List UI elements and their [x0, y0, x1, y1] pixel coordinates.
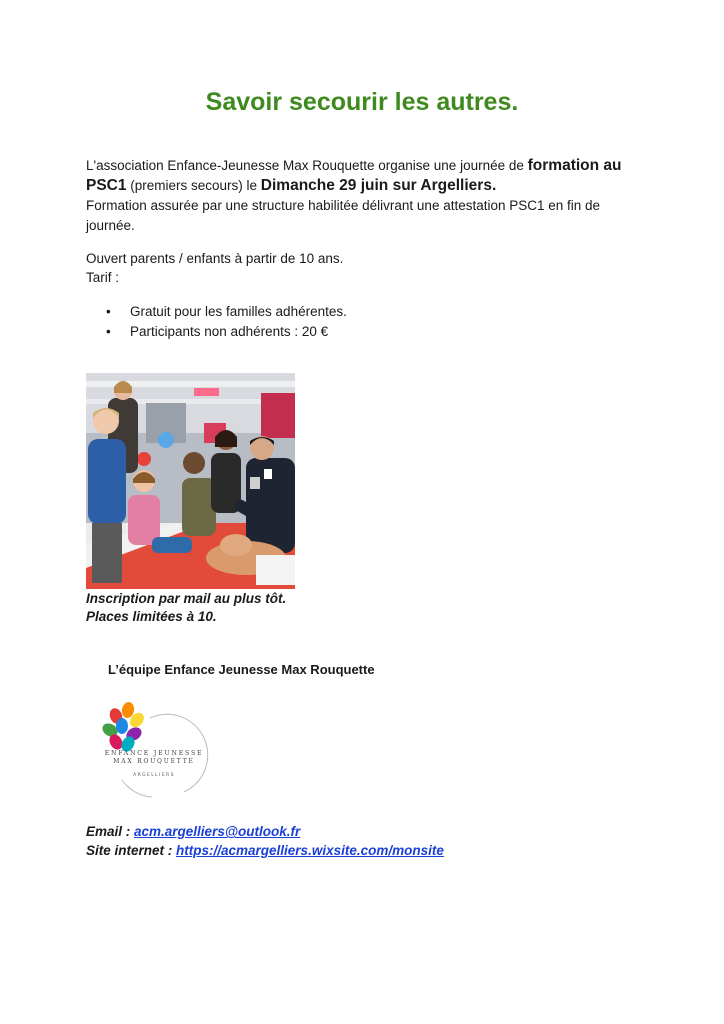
logo-graphic — [92, 700, 217, 800]
tarif-item-text: Participants non adhérents : 20 € — [130, 324, 329, 339]
bullet-icon: • — [106, 304, 111, 319]
page-title: Savoir secourir les autres. — [205, 88, 519, 116]
tarif-label: Tarif : — [86, 270, 120, 285]
list-item — [106, 302, 347, 322]
intro-text-3: Formation assurée par une structure habilitée délivrant une attestation PSC1 en fin de journée. — [86, 198, 601, 233]
tarif-item-text: Gratuit pour les familles adhérentes. — [130, 304, 347, 319]
first-aid-training-photo — [86, 373, 295, 589]
inscription-line-1: Inscription par mail au plus tôt. — [86, 591, 287, 606]
intro-text-2: (premiers secours) le — [126, 178, 261, 193]
intro-paragraph — [86, 156, 646, 236]
tarif-list — [106, 302, 347, 342]
website-link[interactable]: https://acmargelliers.wixsite.com/monsite — [176, 843, 444, 858]
logo-line-1: ENFANCE JEUNESSE — [104, 750, 204, 757]
inscription-line-2: Places limitées à 10. — [86, 609, 217, 624]
email-link[interactable]: acm.argelliers@outlook.fr — [134, 824, 301, 839]
contact-block — [86, 822, 444, 860]
site-label: Site internet : — [86, 843, 177, 858]
list-item — [106, 322, 347, 342]
signature: L’équipe Enfance Jeunesse Max Rouquette — [108, 662, 375, 677]
photo-illustration — [86, 373, 295, 589]
audience-text: Ouvert parents / enfants à partir de 10 ans. — [86, 251, 344, 266]
audience-block — [86, 249, 646, 287]
intro-bold-formation: formation au PSC1 — [86, 157, 622, 194]
bullet-icon: • — [106, 324, 111, 339]
association-logo — [92, 700, 217, 800]
logo-line-3: ARGELLIERS — [133, 773, 175, 778]
logo-line-2: MAX ROUQUETTE — [113, 758, 195, 765]
inscription-note — [86, 590, 286, 626]
intro-text-1: L'association Enfance-Jeunesse Max Rouquette organise une journée de — [86, 158, 528, 173]
intro-bold-date: Dimanche 29 juin sur Argelliers. — [260, 177, 497, 194]
email-label: Email : — [86, 824, 135, 839]
